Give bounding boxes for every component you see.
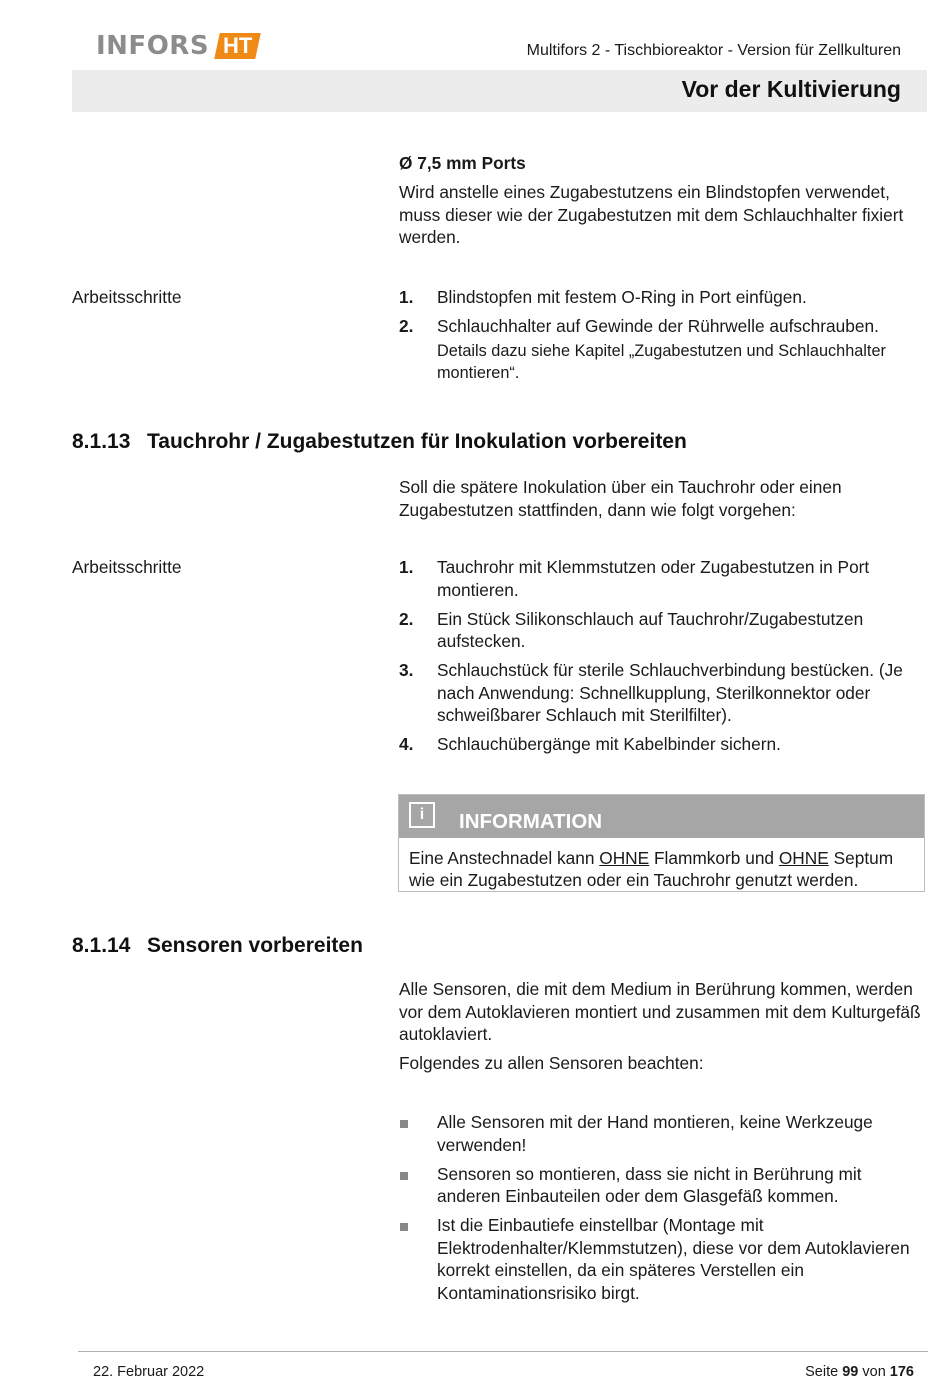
step-text: Schlauchstück für sterile Schlauchverbindung bestücken. (Je nach Anwendung: Schnellkupplung, Sterilkonnektor oder schweißbarer Schlauch mit Sterilfilter). [437, 660, 903, 725]
steps2-label: Arbeitsschritte [72, 557, 182, 577]
section-intro: Alle Sensoren, die mit dem Medium in Berührung kommen, werden vor dem Autoklavieren montiert und zusammen mit dem Kulturgefäß autoklaviert. [399, 979, 921, 1044]
steps1-label: Arbeitsschritte [72, 287, 182, 307]
sensor-bullet-list [399, 1111, 927, 1311]
information-header [399, 795, 924, 838]
list-item [399, 1214, 927, 1304]
section-lead: Folgendes zu allen Sensoren beachten: [399, 1053, 704, 1073]
step-text: Ein Stück Silikonschlauch auf Tauchrohr/Zugabestutzen aufstecken. [437, 608, 864, 651]
information-title: INFORMATION [459, 810, 603, 833]
step-number: 1. [399, 287, 414, 307]
ports-text: Wird anstelle eines Zugabestutzens ein Blindstopfen verwendet, muss dieser wie der Zugabestutzen mit dem Schlauchhalter fixiert werden. [399, 182, 904, 247]
information-box [398, 794, 925, 892]
step-number: 4. [399, 734, 414, 754]
list-item [399, 733, 927, 756]
step-number: 2. [399, 316, 414, 336]
section-title: Sensoren vorbereiten [147, 934, 363, 957]
emphasis-ohne: OHNE [599, 848, 650, 868]
bullet-text: Alle Sensoren mit der Hand montieren, keine Werkzeuge verwenden! [437, 1112, 873, 1155]
square-bullet-icon [399, 1163, 437, 1208]
bullet-text: Ist die Einbautiefe einstellbar (Montage mit Elektrodenhalter/Klemmstutzen), diese vor dem Autoklavieren korrekt einstellen, da ein späteres Verstellen ein Kontaminationsrisiko birgt. [437, 1215, 910, 1303]
list-item [399, 1111, 927, 1156]
step-number: 3. [399, 660, 414, 680]
bullet-text: Sensoren so montieren, dass sie nicht in Berührung mit anderen Einbauteilen oder dem Glasgefäß kommen. [437, 1163, 862, 1206]
footer-date: 22. Februar 2022 [93, 1364, 205, 1380]
section-heading-8-1-14 [72, 934, 363, 958]
list-item [399, 608, 927, 653]
info-icon: i [409, 802, 435, 828]
list-item [399, 286, 927, 309]
square-bullet-icon [399, 1214, 437, 1304]
emphasis-ohne: OHNE [778, 848, 829, 868]
section-number: 8.1.13 [72, 430, 131, 453]
list-item [399, 1163, 927, 1208]
section-heading-8-1-13 [72, 430, 687, 454]
list-item [399, 556, 927, 601]
section-title: Tauchrohr / Zugabestutzen für Inokulation vorbereiten [147, 430, 687, 453]
infors-logo [96, 30, 258, 62]
footer-page-number: Seite 99 von 176 [805, 1364, 914, 1380]
footer-divider [78, 1351, 928, 1352]
steps1-list [399, 286, 927, 390]
step-text: Schlauchhalter auf Gewinde der Rührwelle aufschrauben. [437, 316, 879, 336]
document-title: Multifors 2 - Tischbioreaktor - Version für Zellkulturen [526, 42, 901, 59]
steps2-list [399, 556, 927, 762]
information-text: Eine Anstechnadel kann OHNE Flammkorb und OHNE Septum wie ein Zugabestutzen oder ein Tauchrohr genutzt werden. [409, 848, 894, 890]
logo-text: INFORS [96, 31, 210, 61]
logo-mark: HT [214, 33, 261, 59]
step-text: Tauchrohr mit Klemmstutzen oder Zugabestutzen in Port montieren. [437, 557, 870, 600]
square-bullet-icon [399, 1111, 437, 1156]
step-text: Blindstopfen mit festem O-Ring in Port einfügen. [437, 287, 807, 307]
section-intro: Soll die spätere Inokulation über ein Tauchrohr oder einen Zugabestutzen stattfinden, dann wie folgt vorgehen: [399, 477, 842, 520]
section-header: Vor der Kultivierung [681, 76, 901, 102]
step-number: 1. [399, 557, 414, 577]
list-item [399, 315, 927, 384]
section-number: 8.1.14 [72, 934, 131, 957]
step-text: Schlauchübergänge mit Kabelbinder sichern. [437, 734, 781, 754]
step-number: 2. [399, 608, 414, 629]
list-item [399, 659, 927, 727]
step-note: Details dazu siehe Kapitel „Zugabestutzen und Schlauchhalter montieren“. [437, 341, 886, 382]
ports-heading: Ø 7,5 mm Ports [399, 153, 526, 173]
